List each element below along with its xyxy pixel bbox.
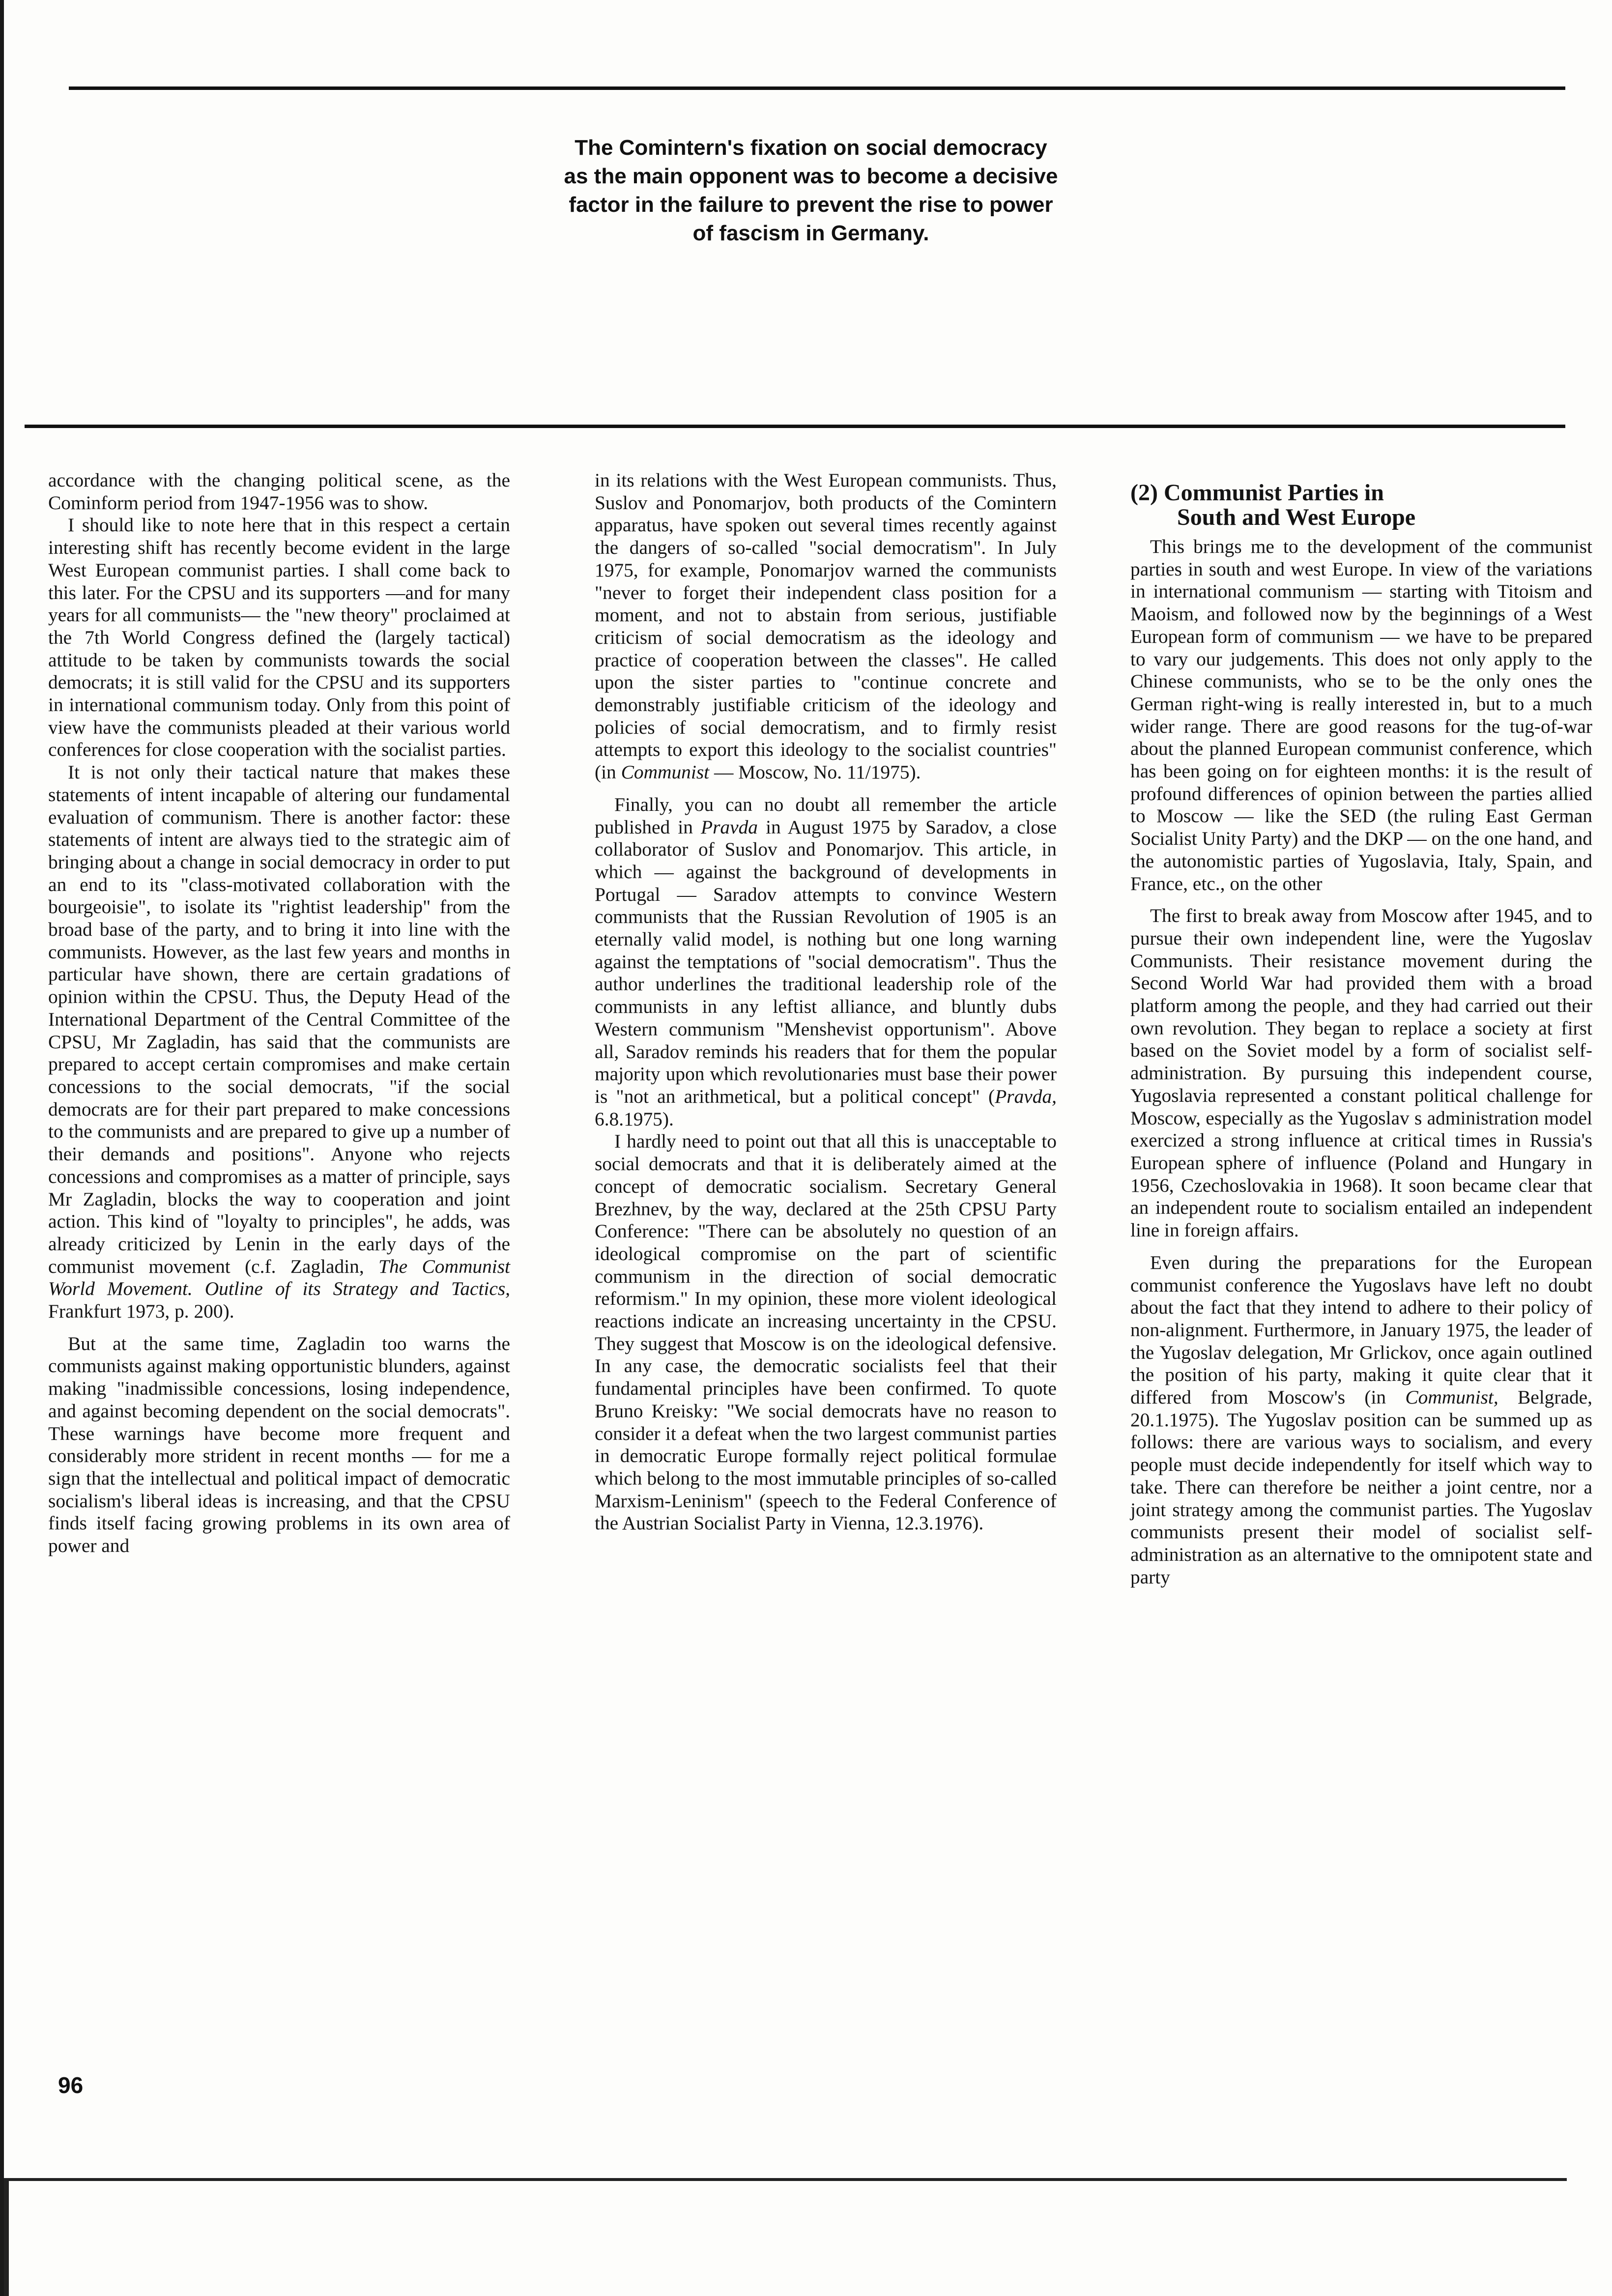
page-number: 96 [58,2072,84,2098]
paragraph-text: It is not only their tactical nature that makes these statements of intent incapable of altering our fundamental evaluation of communism. There is another factor: these statements of intent are always tied to the strategic aim of bringing about a change in social democracy in order to put an end to its "class-motivated collaboration with the bourgeoisie", to isolate its "rightist leadership" from the broad base of the party, and to bring it into line with the communists. However, as the last few years and months in particular have shown, there are certain gradations of opinion within the CPSU. Thus, the Deputy Head of the International Department of the Central Committee of the CPSU, Mr Zagladin, has said that the communists are prepared to accept certain compromises and make certain concessions to the social democrats, "if the social democrats are for their part prepared to make concessions to the communists and are prepared to give up a number of their demands and positions". Anyone who rejects concessions and compromises as a matter of principle, says Mr Zagladin, blocks the way to cooperation and joint action. This kind of "loyalty to principles", he adds, was already criticized by Lenin in the early days of the communist movement (c.f. Zagladin, [48,761,510,1277]
text-column-3 [1130,476,1592,2019]
paragraph-text: in August 1975 by Saradov, a close collaborator of Suslov and Ponomarjov. This article, in which — against the background of developments in Portugal — Saradov attempts to convince Western communists that the Russian Revolution of 1905 is an eternally valid model, is nothing but one long warning against the temptations of "social democratism". Thus the author underlines the traditional leadership role of the communists in any leftist alliance, and bluntly dubs Western communism "Menshevist opportunism". Above all, Saradov reminds his readers that for them the popular majority upon which revolutionaries must base their power is "not an arithmetical, but a political concept" ( [595,816,1057,1107]
paragraph-text: — Moscow, No. 11/1975). [714,761,921,783]
paragraph: I should like to note here that in this respect a certain interesting shift has recently become evident in the large West European communist parties. I shall come back to this later. For the CPSU and its supporters —and for many years for all communists— the "new theory" proclaimed at the 7th World Congress defined the (largely tactical) attitude to be taken by communists towards the social democrats; it is still valid for the CPSU and its supporters in international communism today. Only from this point of view have the communists pleaded at their various world conferences for close cooperation with the socialist parties. [48,514,510,761]
paragraph [48,761,510,1323]
section-heading-line: South and West Europe [1177,504,1416,530]
bottom-rule-stub [4,2178,9,2296]
paragraph-text: in its relations with the West European communists. Thus, Suslov and Ponomarjov, both products of the Comintern apparatus, have spoken out several times recently against the dangers of so-called "social democratism". In July 1975, for example, Ponomarjov warned the communists "never to forget their independent class position for a moment, and not to abstain from serious, justifiable criticism of social democratism as the ideology and practice of cooperation between the classes". He called upon the sister parties to "continue concrete and demonstrably justifiable criticism of the ideology and policies of social democratism, and to firmly resist attempts to export this ideology to the socialist countries" (in [595,469,1057,783]
top-rule [69,86,1565,90]
citation-title: The Communist World Movement. Outline of its Strategy and Tactics, [48,1255,510,1300]
paragraph: This brings me to the development of the communist parties in south and west Europe. In view of the variations in international communism — starting with Titoism and Maoism, and followed now by the beginnings of a West European form of communism — we have to be prepared to vary our judgements. This does not only apply to the Chinese communists, who se to be the only ones the German right-wing is really interested in, but to a much wider range. There are good reasons for the tug-of-war about the planned European communist conference, which has been going on for eighteen months: it is the result of profound differences of opinion between the parties allied to Moscow — like the SED (the ruling East German Socialist Unity Party) and the DKP — on the one hand, and the autonomistic parties of Yugoslavia, Italy, Spain, and France, etc., on the other [1130,536,1592,894]
paragraph: The first to break away from Moscow after 1945, and to pursue their own independent line, were the Yugoslav Communists. Their resistance movement during the Second World War had provided them with a broad platform among the people, and they had carried out their own revolution. They began to replace a society at first based on the Soviet model by a form of socialist self-administration. By pursuing this independent course, Yugoslavia represented a constant political challenge for Moscow, especially as the Yugoslav s administration model exercized a strong influence at critical times in Russia's European sphere of influence (Poland and Hungary in 1956, Czechoslovakia in 1968). It soon became clear that an independent route to socialism entailed an independent line in foreign affairs. [1130,905,1592,1241]
paragraph: But at the same time, Zagladin too warns the communists against making opportunistic blunders, against making "inadmissible concessions, losing independence, and against becoming dependent on the social democrats". These warnings have become more frequent and considerably more strident in recent months — for me a sign that the intellectual and political impact of democratic socialism's liberal ideas is increasing, and that the CPSU finds itself facing growing problems in its own area of power and [48,1332,510,1557]
section-rule [25,425,1565,428]
bottom-rule [4,2178,1567,2181]
paragraph-text: Finally, you can no doubt all remember the article published in [595,793,1057,838]
paragraph-text: 6.8.1975). [595,1108,674,1130]
paragraph: accordance with the changing political scene, as the Cominform period from 1947-1956 was to show. [48,469,510,514]
paragraph [595,794,1057,1131]
paragraph [1130,1252,1592,1589]
paragraph: I hardly need to point out that all this is unacceptable to social democrats and that it is deliberately aimed at the concept of democratic socialism. Secretary General Brezhnev, by the way, declared at the 25th CPSU Party Conference: "There can be absolutely no question of an ideological compromise on the part of scientific communism in the direction of social democratic reformism." In my opinion, these more violent ideological reactions indicate an increasing uncertainty in the CPSU. They suggest that Moscow is on the ideological defensive. In any case, the democratic socialists feel that their fundamental principles have been confirmed. To quote Bruno Kreisky: "We social democrats have no reason to consider it a defeat when the two largest communist parties in democratic Europe formally reject political formulae which belong to the most immutable principles of so-called Marxism-Leninism" (speech to the Federal Conference of the Austrian Socialist Party in Vienna, 12.3.1976). [595,1130,1057,1534]
text-column-1 [48,469,510,2017]
citation-title: Communist [621,761,710,783]
section-heading [1130,481,1592,530]
paragraph [595,469,1057,784]
citation-title: Communist, [1405,1386,1498,1408]
citation-title: Pravda, [995,1085,1057,1107]
page-edge-border [0,0,4,2296]
paragraph-text: Frankfurt 1973, p. 200). [48,1300,234,1322]
paragraph-text: Belgrade, 20.1.1975). The Yugoslav position can be summed up as follows: there are various ways to socialism, and every people must decide independently for itself which way to take. There can therefore be neither a joint centre, nor a joint strategy among the communist parties. The Yugoslav communists present their model of socialist self-administration as an alternative to the omnipotent state and party [1130,1386,1592,1588]
citation-title: Pravda [701,816,758,838]
pull-quote: The Comintern's fixation on social democracy as the main opponent was to become a decisive factor in the failure to prevent the rise to power of fascism in Germany. [564,136,1058,245]
section-heading-line: (2) Communist Parties in [1130,480,1384,506]
paragraph-text: Even during the preparations for the European communist conference the Yugoslavs have left no doubt about the fact that they intend to adhere to their policy of non-alignment. Furthermore, in January 1975, the leader of the Yugoslav delegation, Mr Grlickov, once again outlined the position of his party, making it quite clear that it differed from Moscow's (in [1130,1251,1592,1408]
text-column-2 [595,469,1057,2017]
